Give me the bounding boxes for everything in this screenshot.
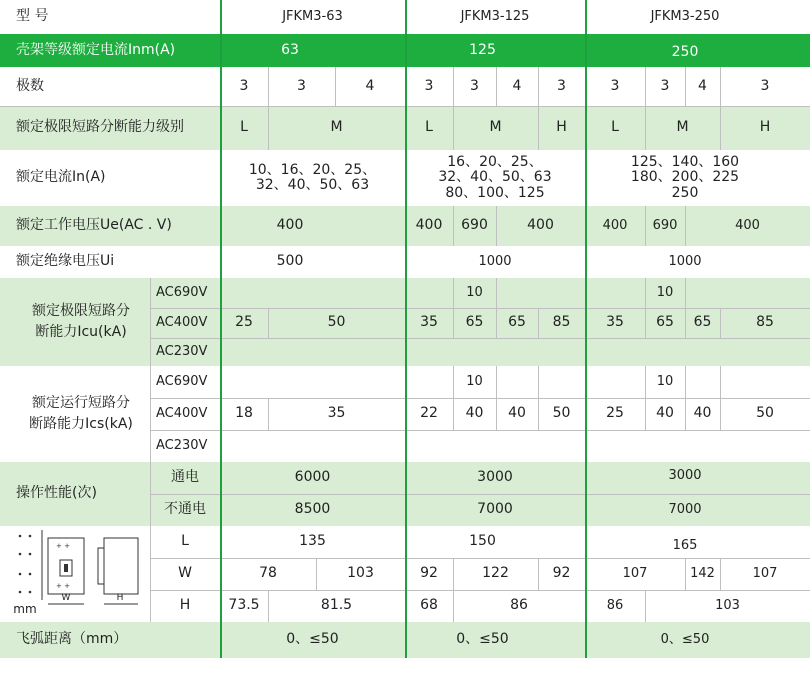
breaking-level-value: M — [489, 119, 502, 136]
insulation-125: 1000 — [478, 253, 512, 269]
arc-value: 0、≤50 — [286, 631, 339, 648]
icu-ac400-value: 65 — [465, 314, 484, 331]
arc-value: 0、≤50 — [660, 631, 710, 647]
type-label: 型 号 — [16, 8, 49, 25]
poles-value: 3 — [424, 77, 434, 94]
dim-l-value: 150 — [469, 533, 496, 550]
frame-250: 250 — [671, 43, 699, 60]
rated-current-line: 16、20、25、 — [447, 153, 543, 170]
model-63: JFKM3-63 — [282, 8, 343, 24]
divider — [720, 366, 721, 398]
operation-powered-value: 3000 — [477, 469, 513, 486]
dim-w-value: 78 — [259, 565, 277, 582]
poles-value: 3 — [470, 77, 479, 94]
ics-label-line: 额定运行短路分 — [32, 394, 130, 411]
dim-w-value: 142 — [690, 565, 715, 581]
icu-label-line: 断能力Icu(kA) — [35, 324, 127, 340]
ics-ac400-value: 18 — [235, 405, 253, 422]
operation-powered-value: 6000 — [294, 469, 331, 486]
ics-ac690-label: AC690V — [156, 373, 208, 389]
divider — [685, 278, 686, 308]
ics-ac400-value: 22 — [420, 405, 438, 422]
dimension-diagram — [6, 526, 150, 622]
dim-w-label: W — [178, 565, 192, 582]
divider — [538, 366, 539, 398]
operation-unpowered-value: 7000 — [668, 501, 702, 517]
rated-current-line: 32、40、50、63 — [438, 169, 552, 186]
work-voltage-value: 400 — [415, 217, 443, 234]
icu-ac400-value: 85 — [756, 314, 774, 331]
svg-text:+ +: + + — [56, 542, 70, 550]
icu-ac400-value: 35 — [420, 314, 438, 331]
ics-ac400-value: 50 — [756, 405, 774, 422]
breaking-level-value: H — [556, 119, 567, 136]
dim-h-value: 86 — [606, 597, 624, 613]
arc-label: 飞弧距离（mm） — [16, 631, 128, 648]
operation-powered-value: 3000 — [668, 467, 702, 483]
icu-ac400-value: 85 — [552, 314, 571, 331]
model-250: JFKM3-250 — [650, 8, 720, 24]
rated-current-line: 32、40、50、63 — [255, 177, 370, 193]
icu-label-line: 额定极限短路分 — [32, 302, 130, 319]
model-125: JFKM3-125 — [460, 8, 530, 24]
rule — [150, 430, 810, 431]
operation-unpowered-value: 8500 — [294, 501, 331, 518]
icu-ac690-value: 10 — [656, 284, 674, 300]
dim-w-value: 103 — [347, 565, 374, 582]
work-voltage-value: 400 — [527, 217, 554, 234]
ics-ac400-value: 40 — [508, 405, 526, 422]
dim-w-value: 92 — [420, 565, 438, 582]
icu-ac400-value: 65 — [508, 314, 526, 331]
insulation-63: 500 — [276, 253, 304, 270]
breaking-level-value: L — [425, 119, 433, 136]
dim-w-value: 107 — [622, 565, 648, 581]
ics-ac400-value: 25 — [606, 405, 624, 422]
work-voltage-label: 额定工作电压Ue(AC . V) — [16, 217, 172, 234]
icu-ac400-value: 50 — [327, 314, 346, 331]
dim-l-value: 165 — [672, 537, 698, 553]
poles-value: 3 — [660, 77, 670, 94]
rated-current-63 — [220, 150, 405, 206]
dim-l-value: 135 — [299, 533, 326, 550]
dim-h-value: 73.5 — [228, 597, 260, 614]
work-voltage-value: 400 — [602, 217, 628, 233]
work-voltage-value: 400 — [735, 217, 760, 233]
ics-ac400-value: 35 — [327, 405, 346, 422]
work-voltage-value: 690 — [461, 217, 488, 234]
breaking-level-label: 额定极限短路分断能力级别 — [16, 119, 184, 136]
icu-ac400-label: AC400V — [156, 314, 208, 330]
rated-current-line: 80、100、125 — [445, 184, 545, 201]
poles-value: 4 — [512, 77, 522, 94]
ics-ac400-value: 50 — [552, 405, 571, 422]
icu-label — [0, 278, 150, 366]
divider — [496, 278, 497, 308]
insulation-label: 额定绝缘电压Ui — [16, 253, 115, 270]
icu-ac400-value: 65 — [693, 314, 712, 331]
ics-ac400-label: AC400V — [156, 405, 208, 421]
frame-125: 125 — [469, 41, 496, 58]
rated-current-250 — [585, 150, 785, 206]
ics-ac400-value: 40 — [656, 405, 674, 422]
poles-label: 极数 — [16, 77, 44, 94]
icu-ac400-value: 65 — [656, 314, 674, 331]
dim-w-value: 122 — [482, 565, 509, 582]
ics-label-line: 断路能力Ics(kA) — [29, 416, 133, 432]
dim-w-value: 107 — [752, 565, 778, 581]
poles-value: 3 — [610, 77, 620, 94]
rated-current-line: 180、200、225 — [630, 169, 740, 186]
operation-unpowered-value: 7000 — [477, 501, 513, 518]
work-voltage-value: 400 — [276, 217, 304, 234]
dim-h-value: 86 — [510, 597, 528, 614]
dimension-unit: mm — [13, 602, 37, 617]
breaking-level-value: L — [240, 119, 248, 136]
icu-ac690-value: 10 — [466, 284, 483, 300]
dim-h-value: 103 — [715, 597, 740, 613]
poles-value: 3 — [760, 77, 770, 94]
svg-text:+ +: + + — [56, 582, 70, 590]
breaking-level-value: M — [676, 119, 689, 136]
poles-value: 4 — [365, 77, 375, 94]
rated-current-line: 125、140、160 — [630, 153, 740, 170]
ics-ac400-value: 40 — [693, 405, 712, 422]
icu-ac400-value: 35 — [606, 314, 624, 331]
rated-current-line: 250 — [671, 184, 699, 201]
dim-l-label: L — [181, 533, 189, 550]
ics-ac690-value: 10 — [466, 373, 483, 389]
breaking-level-value: L — [611, 119, 619, 136]
diagram-w-label: W — [61, 593, 71, 604]
operation-label: 操作性能(次) — [16, 485, 97, 502]
poles-value: 3 — [297, 77, 306, 94]
icu-ac230-label: AC230V — [156, 343, 208, 359]
poles-value: 3 — [239, 77, 249, 94]
poles-value: 4 — [698, 77, 707, 94]
icu-ac400-value: 25 — [235, 314, 253, 331]
divider — [496, 366, 497, 398]
ics-ac230-label: AC230V — [156, 437, 208, 453]
dim-h-value: 81.5 — [320, 597, 353, 614]
breaking-level-value: H — [759, 119, 771, 136]
poles-value: 3 — [557, 77, 566, 94]
rule — [150, 338, 810, 339]
ics-label — [0, 366, 150, 462]
work-voltage-value: 690 — [652, 217, 678, 233]
operation-powered-label: 通电 — [171, 469, 199, 486]
dim-w-value: 92 — [552, 565, 571, 582]
frame-63: 63 — [281, 41, 299, 58]
operation-unpowered-label: 不通电 — [164, 501, 206, 518]
insulation-250: 1000 — [668, 253, 702, 269]
breaking-level-value: M — [330, 119, 343, 136]
arc-value: 0、≤50 — [456, 631, 509, 648]
divider — [685, 366, 686, 398]
rated-current-line: 10、16、20、25、 — [248, 161, 377, 178]
dim-h-value: 68 — [420, 597, 438, 614]
dim-h-label: H — [179, 597, 191, 614]
icu-ac690-label: AC690V — [156, 284, 208, 300]
frame-label: 壳架等级额定电流Inm(A) — [16, 41, 176, 58]
rated-current-125 — [405, 150, 585, 206]
diagram-h-label: H — [116, 593, 124, 604]
ics-ac690-value: 10 — [656, 373, 674, 389]
ics-ac400-value: 40 — [465, 405, 484, 422]
rated-current-label: 额定电流In(A) — [16, 169, 106, 186]
